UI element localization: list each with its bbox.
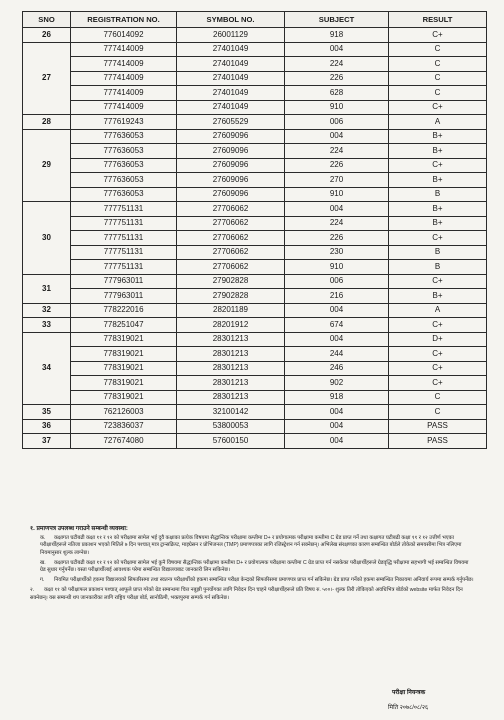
cell-subject: 224 [285,144,389,159]
cell-result: C [389,86,487,101]
cell-subject: 270 [285,173,389,188]
cell-result: C+ [389,347,487,362]
cell-result: C [389,71,487,86]
cell-registration-no: 777636053 [71,187,177,202]
cell-result: C+ [389,274,487,289]
cell-result: B+ [389,289,487,304]
cell-symbol-no: 28201189 [177,303,285,318]
cell-subject: 910 [285,260,389,275]
cell-symbol-no: 26001129 [177,28,285,43]
cell-subject: 226 [285,231,389,246]
cell-symbol-no: 27609096 [177,129,285,144]
cell-result: PASS [389,434,487,449]
cell-subject: 004 [285,405,389,420]
cell-subject: 918 [285,28,389,43]
cell-subject: 244 [285,347,389,362]
cell-symbol-no: 28301213 [177,361,285,376]
table-row [23,187,487,202]
table-row [23,115,487,130]
cell-result: B+ [389,144,487,159]
cell-symbol-no: 27609096 [177,144,285,159]
cell-result: C+ [389,158,487,173]
cell-symbol-no: 28301213 [177,347,285,362]
cell-subject: 230 [285,245,389,260]
cell-result: B [389,245,487,260]
cell-sno: 33 [23,318,71,333]
table-row [23,260,487,275]
cell-subject: 224 [285,57,389,72]
cell-symbol-no: 28301213 [177,390,285,405]
cell-sno: 29 [23,129,71,202]
cell-symbol-no: 27401049 [177,86,285,101]
cell-result: C+ [389,318,487,333]
cell-symbol-no: 57600150 [177,434,285,449]
cell-symbol-no: 53800053 [177,419,285,434]
cell-symbol-no: 27401049 [177,71,285,86]
table-row [23,274,487,289]
cell-symbol-no: 27902828 [177,289,285,304]
cell-result: C [389,42,487,57]
cell-symbol-no: 28201912 [177,318,285,333]
table-row [23,173,487,188]
cell-result: C [389,390,487,405]
table-row [23,42,487,57]
cell-symbol-no: 27706062 [177,245,285,260]
cell-registration-no: 777636053 [71,158,177,173]
header-result: RESULT [389,12,487,28]
cell-registration-no: 777636053 [71,129,177,144]
cell-subject: 006 [285,274,389,289]
cell-registration-no: 723836037 [71,419,177,434]
cell-registration-no: 778319021 [71,376,177,391]
note-number: क. [40,535,46,542]
cell-registration-no: 778222016 [71,303,177,318]
note-text: कक्षा ११ को परीक्षाफल प्रकाशन पश्चात् आफूले प्राप्त गरेको ग्रेड सम्बन्धमा चित्त नबुझी पुनर्योगका लागि निवेदन दिन चाहने परीक्षार्थीहरूले प्रति विषय रु. ५००।- शुल्क तिरी तोकिएको अवधिभित्र बोर्डको website मार्फत निवेदन दिन सक्नेछन्। यस सम्बन्धी थप जानकारीका लागि राष्ट्रिय परीक्षा बोर्ड, सानोठिमी, भक्तपुरमा सम्पर्क गर्न सकिनेछ। [30,587,463,601]
cell-subject: 226 [285,71,389,86]
cell-subject: 006 [285,115,389,130]
cell-sno: 34 [23,332,71,405]
notes-section [30,526,475,605]
cell-result: C+ [389,100,487,115]
cell-result: PASS [389,419,487,434]
cell-registration-no: 777751131 [71,231,177,246]
cell-result: B+ [389,129,487,144]
cell-result: C+ [389,361,487,376]
table-row [23,100,487,115]
cell-symbol-no: 27902828 [177,274,285,289]
cell-symbol-no: 27706062 [177,216,285,231]
cell-registration-no: 762126003 [71,405,177,420]
note-text: कक्षागत घटीबढी कक्षा ११ र १२ को परीक्षामा सामेल भई कुनै विषयमा सैद्धान्तिक परीक्षामा कम्तीमा D+ र प्रयोगात्मक परीक्षामा कम्तीमा C ग्रेड प्राप्त गर्न नसकेका परीक्षार्थीहरूले ग्रेडवृद्धि परीक्षामा सहभागी भई सम्बन्धित विषयमा ग्रेड सुधार गर्नुपर्नेछ। यस्ता परीक्षार्थीलाई आवश्यक परेमा सम्बन्धित विद्यालयबाट जानकारी लिन सकिनेछ। [40,559,469,574]
cell-registration-no: 777963011 [71,289,177,304]
cell-sno: 28 [23,115,71,130]
cell-sno: 32 [23,303,71,318]
cell-result: A [389,303,487,318]
cell-result: C+ [389,231,487,246]
note-text: कक्षागत घटीबढी कक्षा ११ र १२ को परीक्षामा सामेल भई दुवै कक्षाका प्रत्येक विषयमा सैद्धान्तिक परीक्षामा कम्तीमा D+ र प्रयोगात्मक परीक्षामा कम्तीमा C ग्रेड प्राप्त गर्ने तथा कक्षागत घटीबढी कक्षा ११ र १२ उत्तीर्ण भएका परीक्षार्थीहरूले नतिजा प्रकाशन भएको मितिले ७ दिन पश्चात् मात्र ट्रान्सक्रिप्ट, माइग्रेसन र प्रोभिजनल (TMP) प्रमाणपत्रका लागि रजिस्ट्रेशन गर्न सक्नेछन्। अभिलेख संरक्षणका कारण सम्बन्धित बोर्डले तोकेको समयसीमा भित्र नलिएमा नियमानुसार शुल्क लाग्नेछ। [40,535,462,556]
results-table [22,11,487,449]
table-row [23,245,487,260]
cell-result: D+ [389,332,487,347]
cell-registration-no: 777414009 [71,71,177,86]
cell-sno: 31 [23,274,71,303]
cell-symbol-no: 27605529 [177,115,285,130]
cell-symbol-no: 28301213 [177,332,285,347]
note-number: ख. [40,559,46,566]
note-paragraph [30,560,475,574]
cell-symbol-no: 27706062 [177,231,285,246]
table-row [23,405,487,420]
table-row [23,144,487,159]
cell-symbol-no: 27401049 [177,100,285,115]
cell-registration-no: 777636053 [71,144,177,159]
table-row [23,86,487,101]
note-text: नियमित परीक्षार्थीको हकमा विद्यालयको सिफारिसमा तथा स्वतन्त्र परीक्षार्थीको हकमा सम्बन्धित परीक्षा केन्द्रको सिफारिसमा प्रमाणपत्र प्राप्त गर्न सकिनेछ। ग्रेड प्राप्त गर्नेको हकमा सम्बन्धित निकायमा अनिवार्य रूपमा सम्पर्क गर्नुपर्नेछ। [54,577,474,584]
cell-result: B [389,187,487,202]
note-paragraph [30,535,475,557]
cell-symbol-no: 32100142 [177,405,285,420]
cell-subject: 246 [285,361,389,376]
table-row [23,303,487,318]
cell-sno: 26 [23,28,71,43]
signature-title: परीक्षा नियन्त्रक [392,690,426,696]
cell-subject: 004 [285,434,389,449]
cell-subject: 910 [285,100,389,115]
cell-symbol-no: 27706062 [177,260,285,275]
table-row [23,419,487,434]
cell-symbol-no: 27401049 [177,57,285,72]
header-sno: SNO [23,12,71,28]
cell-registration-no: 777414009 [71,86,177,101]
table-row [23,158,487,173]
cell-subject: 674 [285,318,389,333]
table-header-row [23,12,487,28]
cell-subject: 004 [285,332,389,347]
table-row [23,129,487,144]
cell-result: C [389,57,487,72]
table-row [23,71,487,86]
cell-registration-no: 778319021 [71,390,177,405]
cell-subject: 224 [285,216,389,231]
cell-registration-no: 778251047 [71,318,177,333]
cell-sno: 27 [23,42,71,115]
note-number: ग. [40,577,45,584]
cell-result: C [389,405,487,420]
cell-registration-no: 778319021 [71,332,177,347]
cell-registration-no: 777751131 [71,216,177,231]
cell-registration-no: 777636053 [71,173,177,188]
results-body [23,28,487,449]
cell-symbol-no: 27706062 [177,202,285,217]
cell-result: A [389,115,487,130]
cell-registration-no: 778319021 [71,361,177,376]
table-row [23,376,487,391]
cell-registration-no: 778319021 [71,347,177,362]
cell-subject: 004 [285,42,389,57]
cell-registration-no: 777414009 [71,100,177,115]
cell-subject: 216 [285,289,389,304]
cell-sno: 35 [23,405,71,420]
cell-registration-no: 777619243 [71,115,177,130]
cell-symbol-no: 27609096 [177,158,285,173]
cell-subject: 004 [285,202,389,217]
cell-subject: 628 [285,86,389,101]
cell-registration-no: 777414009 [71,57,177,72]
table-row [23,332,487,347]
cell-subject: 004 [285,419,389,434]
note-paragraph [30,587,475,601]
cell-sno: 37 [23,434,71,449]
header-registration-no: REGISTRATION NO. [71,12,177,28]
table-row [23,318,487,333]
cell-result: B+ [389,202,487,217]
cell-result: C+ [389,376,487,391]
issue-date: मिति २०७८/०८/२६ [388,705,429,711]
table-row [23,57,487,72]
cell-subject: 902 [285,376,389,391]
notes-heading: १. प्रमाणपत्र उपलब्ध गराउने सम्बन्धी व्यवस्था: [30,526,128,532]
cell-subject: 918 [285,390,389,405]
table-row [23,28,487,43]
cell-result: B [389,260,487,275]
cell-subject: 004 [285,129,389,144]
table-row [23,289,487,304]
cell-result: B+ [389,173,487,188]
cell-result: C+ [389,28,487,43]
cell-subject: 004 [285,303,389,318]
cell-registration-no: 777751131 [71,202,177,217]
cell-registration-no: 777414009 [71,42,177,57]
header-subject: SUBJECT [285,12,389,28]
table-row [23,347,487,362]
cell-sno: 36 [23,419,71,434]
table-row [23,231,487,246]
cell-registration-no: 727674080 [71,434,177,449]
cell-registration-no: 776014092 [71,28,177,43]
cell-subject: 226 [285,158,389,173]
note-number: २. [30,587,35,594]
table-row [23,202,487,217]
cell-subject: 910 [285,187,389,202]
notes-paragraphs [30,535,475,602]
table-row [23,216,487,231]
table-row [23,434,487,449]
cell-registration-no: 777751131 [71,260,177,275]
table-row [23,390,487,405]
cell-registration-no: 777751131 [71,245,177,260]
header-symbol-no: SYMBOL NO. [177,12,285,28]
cell-result: B+ [389,216,487,231]
cell-registration-no: 777963011 [71,274,177,289]
cell-symbol-no: 28301213 [177,376,285,391]
table-row [23,361,487,376]
cell-symbol-no: 27609096 [177,173,285,188]
note-paragraph [30,577,475,584]
cell-sno: 30 [23,202,71,275]
cell-symbol-no: 27609096 [177,187,285,202]
cell-symbol-no: 27401049 [177,42,285,57]
